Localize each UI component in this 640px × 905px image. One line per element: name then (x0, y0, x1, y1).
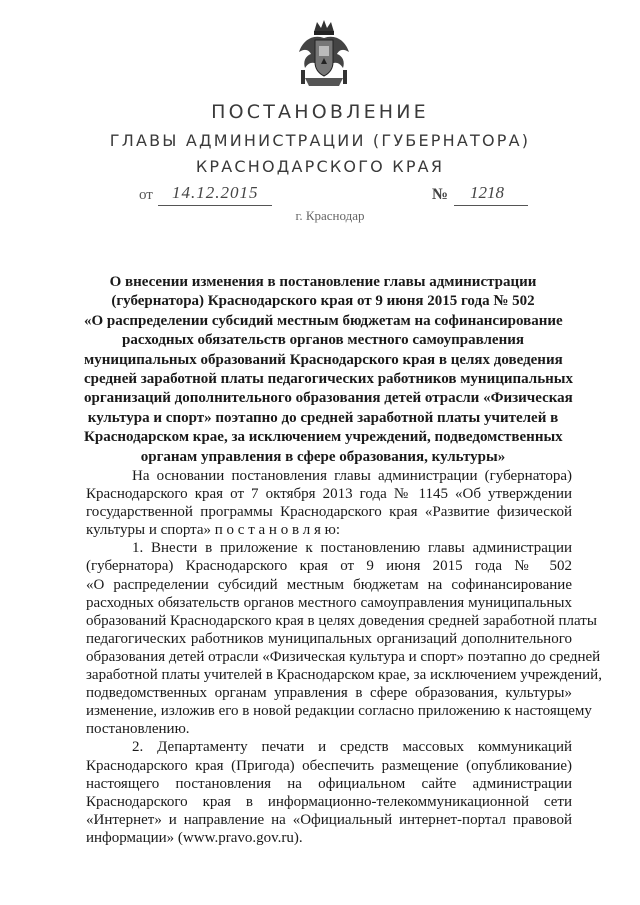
number-prefix: № (432, 186, 449, 203)
title-line: О внесении изменения в постановление главы администрации (109, 274, 537, 290)
body-line: образований Краснодарского края в целях доведения средней заработной платы (86, 612, 597, 629)
title-line: культура и спорт» поэтапно до средней заработной платы учителей в (87, 409, 559, 426)
document-type-heading: ПОСТАНОВЛЕНИЕ (211, 101, 429, 123)
body-line: культуры и спорта» п о с т а н о в л я ю: (86, 522, 341, 539)
date-number-row (0, 183, 640, 211)
number-underline (454, 205, 528, 206)
body-line: «Интернет» и направление на «Официальный интернет-портал правовой (86, 811, 572, 828)
body-line: «О распределении субсидий местным бюджетам на софинансирование (86, 576, 572, 593)
title-line: муниципальных образований Краснодарского края в целях доведения (84, 351, 563, 368)
body-line: педагогических работников муниципальных организаций дополнительного (86, 630, 572, 647)
body-line: 2. Департаменту печати и средств массовых коммуникаций (132, 739, 572, 756)
body-line: 1. Внести в приложение к постановлению главы администрации (132, 540, 572, 557)
title-line: расходных обязательств органов местного самоуправления (122, 332, 524, 349)
body-line: постановлению. (86, 721, 190, 738)
coat-of-arms-icon (295, 18, 353, 90)
body-line: Краснодарского края (Пригода) обеспечить размещение (опубликование) (86, 757, 572, 774)
body-line: заработной платы учителей в Краснодарском крае, за исключением учреждений, (86, 667, 602, 684)
document-title (84, 273, 573, 467)
region-heading: КРАСНОДАРСКОГО КРАЯ (195, 157, 445, 176)
document-body (86, 467, 602, 847)
title-line: средней заработной платы педагогических работников муниципальных (84, 371, 573, 388)
body-line: настоящего постановления на официальном сайте администрации (86, 775, 572, 792)
date-underline (158, 205, 272, 206)
body-line: (губернатора) Краснодарского края от 9 июня 2015 года № 502 (86, 558, 572, 575)
body-line: изменение, изложив его в новой редакции согласно приложению к настоящему (86, 703, 592, 720)
body-line: Краснодарского края от 7 октября 2013 года № 1145 «Об утверждении (86, 486, 572, 503)
body-line: На основании постановления главы администрации (губернатора) (132, 468, 572, 484)
paragraph-item-1 (86, 539, 602, 738)
document-number: 1218 (470, 183, 504, 202)
issuer-heading: ГЛАВЫ АДМИНИСТРАЦИИ (ГУБЕРНАТОРА) (109, 131, 531, 150)
city-label: г. Краснодар (295, 208, 365, 223)
body-line: государственной программы Краснодарского края «Развитие физической (86, 504, 572, 521)
document-date: 14.12.2015 (172, 183, 259, 202)
date-prefix: от (139, 187, 153, 203)
paragraph-preamble (86, 467, 572, 539)
title-line: Краснодарском крае, за исключением учреждений, подведомственных (84, 429, 563, 446)
body-line: информации» (www.pravo.gov.ru). (86, 829, 303, 846)
title-line: организаций дополнительного образования детей отрасли «Физическая (84, 390, 573, 407)
paragraph-item-2 (86, 738, 572, 847)
body-line: образования детей отрасли «Физическая культура и спорт» поэтапно до средней (86, 648, 601, 665)
body-line: Краснодарского края в информационно-телекоммуникационной сети (86, 793, 572, 810)
body-line: подведомственных органам управления в сфере образования, культуры» (86, 685, 572, 702)
title-line: органам управления в сфере образования, культуры» (140, 448, 506, 465)
body-line: расходных обязательств органов местного самоуправления муниципальных (86, 594, 572, 611)
title-line: (губернатора) Краснодарского края от 9 июня 2015 года № 502 (111, 293, 535, 310)
title-line: «О распределении субсидий местным бюджетам на софинансирование (84, 312, 563, 329)
